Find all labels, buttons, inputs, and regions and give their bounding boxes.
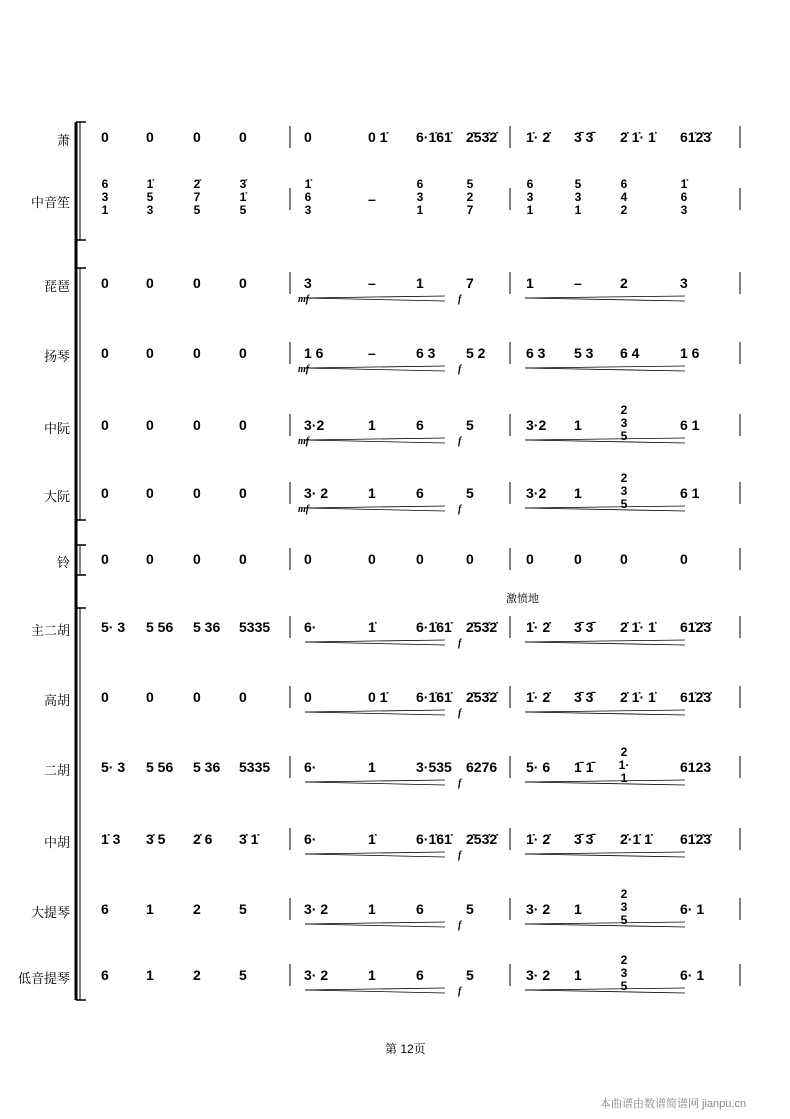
crescendo-hairpin	[525, 782, 685, 785]
note: 0	[526, 551, 534, 567]
note: 6·	[304, 619, 317, 635]
dynamic-mark: mf	[298, 436, 310, 447]
note: 6· 1	[680, 901, 705, 917]
crescendo-hairpin	[525, 712, 685, 715]
note: 2̇ 1̇· 1̇	[620, 129, 656, 145]
dynamic-mark: mf	[298, 504, 310, 515]
note: 0	[239, 345, 247, 361]
note: 3̄ 3̄	[574, 619, 594, 635]
note: 6·	[304, 831, 317, 847]
note: 6·1̇61̇	[416, 831, 452, 847]
crescendo-hairpin	[305, 780, 445, 782]
note: 1̇· 2̇	[526, 619, 551, 635]
note: 3·535	[416, 759, 452, 775]
crescendo-hairpin	[305, 296, 445, 298]
note: 2	[193, 901, 201, 917]
crescendo-hairpin	[525, 296, 685, 298]
crescendo-hairpin	[525, 780, 685, 782]
note: 1	[146, 901, 154, 917]
instrument-label: 铃	[56, 555, 70, 570]
note: 0	[101, 485, 109, 501]
chord: 5 2 7	[466, 177, 474, 217]
crescendo-hairpin	[525, 710, 685, 712]
chord: 6 4 2	[620, 177, 628, 217]
dynamic-mark: f	[458, 364, 462, 375]
note: 5	[466, 967, 474, 983]
note: 3·2	[526, 485, 547, 501]
note: 3	[304, 275, 312, 291]
note: 2̇53̇2̇	[466, 689, 498, 705]
note: 0	[146, 689, 154, 705]
note: 0	[239, 417, 247, 433]
note: 3· 2	[526, 967, 551, 983]
crescendo-hairpin	[525, 922, 685, 924]
crescendo-hairpin	[525, 506, 685, 508]
crescendo-hairpin	[305, 922, 445, 924]
note: 0	[101, 551, 109, 567]
crescendo-hairpin	[305, 990, 445, 993]
note: 5	[239, 967, 247, 983]
dynamic-mark: f	[458, 986, 462, 997]
crescendo-hairpin	[305, 782, 445, 785]
note: 1̇· 2̇	[526, 831, 551, 847]
instrument-label: 扬琴	[43, 349, 70, 364]
crescendo-hairpin	[305, 988, 445, 990]
note: 3̄ 3̄	[574, 689, 594, 705]
note: 6 3	[526, 345, 546, 361]
note: 6 3	[416, 345, 436, 361]
note: 1̇· 2̇	[526, 129, 551, 145]
note: 3· 2	[304, 901, 329, 917]
note: 3̇ 5	[146, 831, 166, 847]
note: 5335	[239, 759, 271, 775]
instrument-label: 大阮	[43, 489, 70, 504]
note: 0	[146, 275, 154, 291]
crescendo-hairpin	[525, 368, 685, 371]
instrument-label: 低音提琴	[17, 971, 70, 986]
note: 5	[239, 901, 247, 917]
note: 2̇53̇2̇	[466, 129, 498, 145]
note: 6	[416, 485, 424, 501]
note: 0	[574, 551, 582, 567]
chord: 6 3 1	[416, 177, 424, 217]
dynamic-mark: f	[458, 294, 462, 305]
note: 0	[146, 485, 154, 501]
note: 1̇	[368, 831, 376, 847]
note: 0	[101, 689, 109, 705]
note: 5335	[239, 619, 271, 635]
crescendo-hairpin	[305, 854, 445, 857]
note: 0	[101, 275, 109, 291]
chord: 2 3 5	[620, 471, 628, 511]
instrument-label: 主二胡	[30, 623, 70, 638]
note: 6 1	[680, 417, 700, 433]
instrument-label: 中音笙	[30, 195, 70, 210]
note: 2̇ 1̇· 1̇	[620, 619, 656, 635]
note: 3̇ 1̇	[239, 831, 259, 847]
note: 0	[101, 345, 109, 361]
note: 1	[526, 275, 534, 291]
crescendo-hairpin	[525, 924, 685, 927]
note: 5· 3	[101, 759, 126, 775]
crescendo-hairpin	[525, 508, 685, 511]
chord: 3̇ 1̇ 5	[239, 177, 247, 217]
crescendo-hairpin	[525, 438, 685, 440]
dynamic-mark: f	[458, 436, 462, 447]
note: 0	[101, 129, 109, 145]
note: 0	[193, 551, 201, 567]
note: 1	[368, 417, 376, 433]
note: 0 1̇	[368, 689, 388, 705]
note: 0	[193, 129, 201, 145]
note: 2̇·1̇ 1̇	[620, 831, 652, 847]
chord: 6 3 1	[526, 177, 534, 217]
note: 6123	[680, 759, 712, 775]
note: 0	[304, 551, 312, 567]
note: 1̄ 1̄	[574, 759, 594, 775]
note: 0	[239, 485, 247, 501]
note: 0	[416, 551, 424, 567]
note: 6 1	[680, 485, 700, 501]
note: 0	[304, 689, 312, 705]
crescendo-hairpin	[525, 854, 685, 857]
note: 61̇2̇3̇	[680, 689, 712, 705]
note: 0 1̇	[368, 129, 388, 145]
note: 0	[368, 551, 376, 567]
note: 6	[416, 967, 424, 983]
note: 5 2	[466, 345, 486, 361]
crescendo-hairpin	[305, 506, 445, 508]
note: 5· 3	[101, 619, 126, 635]
chord: 2̇ 7 5	[193, 177, 201, 217]
note: 6·	[304, 759, 317, 775]
note: –	[368, 275, 376, 291]
note: 1̇	[368, 619, 376, 635]
note: 6	[416, 901, 424, 917]
crescendo-hairpin	[525, 640, 685, 642]
note: 5	[466, 485, 474, 501]
watermark: 本曲谱由数谱简谱网 jianpu.cn	[600, 1098, 747, 1110]
note: 5	[466, 417, 474, 433]
crescendo-hairpin	[305, 366, 445, 368]
tempo-mark: 激愤地	[506, 593, 539, 605]
chord: 2 1· 1	[618, 745, 630, 785]
instrument-label: 大提琴	[30, 905, 70, 920]
crescendo-hairpin	[525, 642, 685, 645]
note: 7	[466, 275, 474, 291]
note: 0	[193, 417, 201, 433]
note: 2	[620, 275, 628, 291]
instrument-label: 中胡	[43, 835, 70, 850]
note: 0	[620, 551, 628, 567]
chord: 2 3 5	[620, 403, 628, 443]
note: 2̇ 6	[193, 831, 213, 847]
note: 1	[574, 967, 582, 983]
chord: 1̇ 6 3	[680, 177, 688, 217]
crescendo-hairpin	[305, 368, 445, 371]
chord: 6 3 1	[101, 177, 109, 217]
crescendo-hairpin	[525, 298, 685, 301]
chord: 2 3 5	[620, 887, 628, 927]
note: 0	[146, 417, 154, 433]
note: 61̇2̇3̇	[680, 619, 712, 635]
note: 5	[466, 901, 474, 917]
note: 1	[574, 485, 582, 501]
note: 1̇· 2̇	[526, 689, 551, 705]
note: 0	[193, 485, 201, 501]
crescendo-hairpin	[305, 298, 445, 301]
note: 5 56	[146, 619, 174, 635]
note: 6· 1	[680, 967, 705, 983]
crescendo-hairpin	[305, 712, 445, 715]
note: 0	[146, 345, 154, 361]
crescendo-hairpin	[305, 710, 445, 712]
note: 2̇53̇2̇	[466, 619, 498, 635]
crescendo-hairpin	[305, 852, 445, 854]
note: 0	[239, 689, 247, 705]
note: 2	[193, 967, 201, 983]
note: 5 36	[193, 759, 221, 775]
crescendo-hairpin	[305, 924, 445, 927]
note: –	[574, 275, 582, 291]
note: 6 4	[620, 345, 640, 361]
chord: 1̇ 5 3	[146, 177, 154, 217]
dynamic-mark: f	[458, 778, 462, 789]
note: 1	[368, 759, 376, 775]
chord: 5 3 1	[574, 177, 582, 217]
instrument-label: 琵琶	[43, 279, 70, 294]
note: 5 56	[146, 759, 174, 775]
note: 0	[239, 275, 247, 291]
note: 0	[193, 345, 201, 361]
note: 0	[466, 551, 474, 567]
note: 3· 2	[526, 901, 551, 917]
note: 2̇ 1̇· 1̇	[620, 689, 656, 705]
note: 3·2	[304, 417, 325, 433]
instrument-label: 中阮	[43, 421, 70, 436]
note: 3	[680, 275, 688, 291]
note: 0	[304, 129, 312, 145]
crescendo-hairpin	[525, 440, 685, 443]
dynamic-mark: f	[458, 504, 462, 515]
note: 1	[368, 485, 376, 501]
crescendo-hairpin	[305, 642, 445, 645]
note: 5 36	[193, 619, 221, 635]
note: 1	[416, 275, 424, 291]
chord: 1̇ 6 3	[304, 177, 312, 217]
note: 1 6	[680, 345, 700, 361]
note: 1	[574, 901, 582, 917]
chord: 2 3 5	[620, 953, 628, 993]
note: 6	[416, 417, 424, 433]
instrument-label: 二胡	[43, 763, 70, 778]
crescendo-hairpin	[305, 508, 445, 511]
note: 6·1̇61̇	[416, 129, 452, 145]
note: 1	[146, 967, 154, 983]
dynamic-mark: mf	[298, 364, 310, 375]
note: 3· 2	[304, 485, 329, 501]
note: 6·1̇61̇	[416, 689, 452, 705]
note: 0	[193, 689, 201, 705]
note: –	[368, 345, 376, 361]
note: 5· 6	[526, 759, 551, 775]
instrument-label: 萧	[56, 133, 70, 148]
page-number: 第 12页	[385, 1042, 426, 1056]
note: 3̄ 3̄	[574, 831, 594, 847]
crescendo-hairpin	[305, 640, 445, 642]
note: 0	[146, 551, 154, 567]
note: 3·2	[526, 417, 547, 433]
note: 3· 2	[304, 967, 329, 983]
dynamic-mark: f	[458, 920, 462, 931]
dynamic-mark: f	[458, 708, 462, 719]
note: 0	[239, 129, 247, 145]
note: 1	[368, 967, 376, 983]
note: –	[368, 191, 376, 207]
note: 61̇2̇3̇	[680, 129, 712, 145]
note: 6276	[466, 759, 498, 775]
note: 0	[239, 551, 247, 567]
note: 6	[101, 967, 109, 983]
crescendo-hairpin	[525, 990, 685, 993]
instrument-label: 高胡	[43, 693, 70, 708]
note: 1 6	[304, 345, 324, 361]
note: 1	[368, 901, 376, 917]
note: 0	[193, 275, 201, 291]
dynamic-mark: mf	[298, 294, 310, 305]
note: 0	[680, 551, 688, 567]
note: 61̇2̇3̇	[680, 831, 712, 847]
crescendo-hairpin	[525, 852, 685, 854]
crescendo-hairpin	[525, 366, 685, 368]
note: 3̄ 3̄	[574, 129, 594, 145]
note: 6	[101, 901, 109, 917]
dynamic-mark: f	[458, 638, 462, 649]
crescendo-hairpin	[305, 440, 445, 443]
note: 1	[574, 417, 582, 433]
note: 1̇ 3	[101, 831, 121, 847]
note: 0	[146, 129, 154, 145]
crescendo-hairpin	[305, 438, 445, 440]
crescendo-hairpin	[525, 988, 685, 990]
dynamic-mark: f	[458, 850, 462, 861]
note: 2̇53̇2̇	[466, 831, 498, 847]
note: 0	[101, 417, 109, 433]
note: 6·1̇61̇	[416, 619, 452, 635]
note: 5 3	[574, 345, 594, 361]
